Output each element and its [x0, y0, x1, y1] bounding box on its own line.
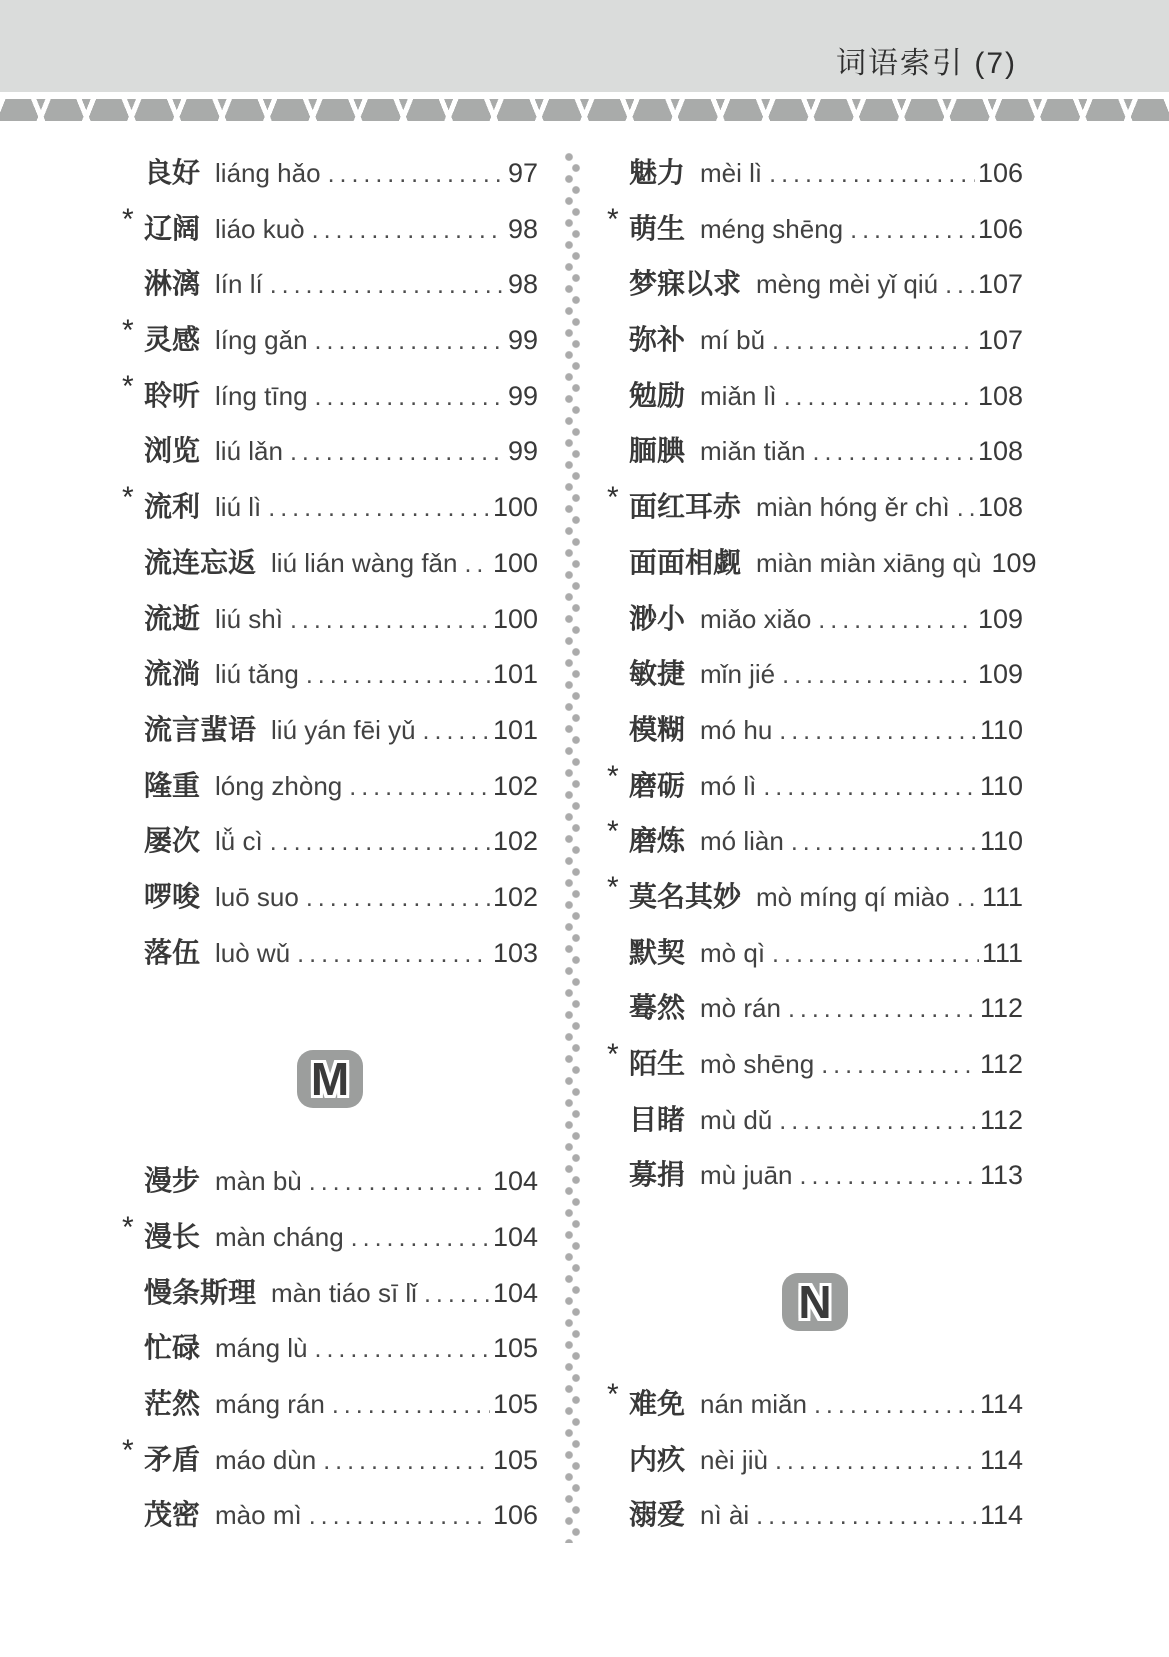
- dot-leader: [818, 593, 975, 649]
- entry-pinyin: nèi jiù: [700, 1444, 768, 1475]
- entry-pinyin: líng gǎn: [215, 325, 308, 356]
- entry-word: 灵感: [144, 324, 201, 356]
- star-marker: *: [122, 369, 134, 403]
- entry-word: 渺小: [629, 602, 686, 634]
- star-marker: *: [122, 1433, 134, 1467]
- index-entry: [122, 1432, 538, 1488]
- dot-leader: [423, 704, 490, 760]
- entry-page: 99: [507, 325, 538, 356]
- entry-page: 114: [979, 1389, 1023, 1420]
- entry-word: 聆听: [144, 379, 201, 411]
- dot-leader: [315, 314, 505, 370]
- entry-page: 105: [492, 1444, 538, 1475]
- star-marker: *: [607, 1378, 619, 1412]
- dot-leader: [769, 147, 975, 203]
- entry-word: 模糊: [629, 713, 686, 745]
- entry-pinyin: mèng mèi yǐ qiú: [756, 269, 939, 300]
- section-letter-row: [122, 1050, 538, 1108]
- entry-pinyin: mèi lì: [700, 158, 763, 188]
- dot-leader: [779, 704, 977, 760]
- entry-page: 100: [492, 492, 538, 523]
- entry-word: 难免: [629, 1388, 686, 1420]
- entry-page: 99: [507, 436, 538, 467]
- index-entry: [607, 1376, 1023, 1432]
- entry-word: 矛盾: [144, 1443, 201, 1475]
- dot-leader: [323, 1434, 490, 1490]
- index-entry: [607, 813, 1023, 869]
- entry-word: 面面相觑: [629, 546, 742, 578]
- dot-leader: [306, 871, 490, 927]
- entry-page: 100: [492, 547, 538, 578]
- dot-leader: [800, 1149, 977, 1205]
- dot-leader: [270, 258, 505, 314]
- index-entry: [122, 368, 538, 424]
- entry-pinyin: mó hu: [700, 714, 773, 745]
- dot-leader: [821, 1038, 977, 1094]
- right-column: [607, 145, 1037, 1543]
- entry-page: 108: [977, 436, 1023, 467]
- index-entry: [122, 1153, 538, 1209]
- dot-leader: [775, 1434, 977, 1490]
- entry-page: 106: [977, 213, 1023, 244]
- entry-page: 110: [979, 770, 1023, 801]
- entry-word: 面红耳赤: [629, 491, 742, 523]
- dot-leader: [756, 1489, 977, 1545]
- dot-leader: [782, 648, 975, 704]
- entry-pinyin: miàn hóng ěr chì: [756, 492, 950, 523]
- entry-pinyin: liú lì: [215, 492, 262, 523]
- index-entry: [607, 869, 1023, 925]
- entry-pinyin: máo dùn: [215, 1444, 317, 1475]
- dot-leader: [306, 648, 490, 704]
- index-entry: [122, 591, 538, 647]
- entry-page: 110: [979, 826, 1023, 857]
- dot-leader: [268, 481, 490, 537]
- entry-pinyin: mó lì: [700, 770, 757, 801]
- index-entry: [607, 423, 1023, 479]
- entry-word: 目睹: [629, 1103, 686, 1135]
- entry-word: 弥补: [629, 324, 686, 356]
- entry-word: 磨砺: [629, 769, 686, 801]
- entry-pinyin: liáng hǎo: [215, 158, 321, 188]
- index-entry: [607, 1432, 1023, 1488]
- star-marker: *: [607, 815, 619, 849]
- entry-word: 募捐: [629, 1159, 686, 1191]
- star-marker: *: [122, 481, 134, 515]
- index-entry: [122, 702, 538, 758]
- entry-word: 淋漓: [144, 268, 201, 300]
- column-divider: [564, 151, 581, 1543]
- entry-page: 108: [977, 492, 1023, 523]
- entry-word: 磨炼: [629, 825, 686, 857]
- entry-word: 流逝: [144, 602, 201, 634]
- entry-page: 105: [492, 1389, 538, 1420]
- entry-pinyin: lín lí: [215, 269, 263, 300]
- entry-page: 113: [979, 1160, 1023, 1191]
- entry-page: 106: [492, 1500, 538, 1531]
- section-letter-badge: N: [782, 1273, 848, 1331]
- index-entry: [122, 1487, 538, 1543]
- entry-pinyin: mò qì: [700, 937, 766, 968]
- index-entry: [607, 980, 1023, 1036]
- entry-word: 茂密: [144, 1499, 201, 1531]
- index-entry: [122, 256, 538, 312]
- dot-leader: [772, 927, 979, 983]
- index-entry: [607, 1147, 1023, 1203]
- index-entry: [122, 1265, 538, 1321]
- entry-page: 114: [979, 1444, 1023, 1475]
- entry-page: 100: [492, 603, 538, 634]
- entry-word: 隆重: [144, 769, 201, 801]
- entry-word: 漫长: [144, 1221, 201, 1252]
- dot-leader: [791, 815, 977, 871]
- entry-page: 111: [981, 881, 1023, 912]
- entry-word: 流淌: [144, 658, 201, 690]
- index-entry: [122, 1320, 538, 1376]
- entry-word: 屡次: [144, 825, 201, 857]
- star-marker: *: [122, 1211, 134, 1244]
- dot-leader: [315, 1322, 490, 1378]
- star-marker: *: [607, 870, 619, 904]
- entry-page: 98: [507, 213, 538, 244]
- entry-page: 110: [979, 714, 1023, 745]
- entry-word: 萌生: [629, 212, 686, 244]
- entry-page: 111: [981, 937, 1023, 968]
- entry-page: 109: [977, 659, 1023, 690]
- index-entry: [607, 1036, 1023, 1092]
- entry-page: 107: [977, 325, 1023, 356]
- index-entry: [607, 1487, 1023, 1543]
- entry-pinyin: máng lù: [215, 1333, 308, 1364]
- entry-page: 97: [507, 158, 538, 188]
- entry-pinyin: mó liàn: [700, 826, 784, 857]
- entry-page: 112: [979, 993, 1023, 1024]
- entry-pinyin: miǎn tiǎn: [700, 436, 806, 467]
- entry-word: 莫名其妙: [629, 880, 742, 912]
- entry-pinyin: nán miǎn: [700, 1389, 807, 1420]
- entry-pinyin: lóng zhòng: [215, 770, 343, 801]
- dot-leader: [312, 203, 505, 259]
- star-marker: *: [607, 202, 619, 236]
- entry-word: 敏捷: [629, 658, 686, 690]
- entry-pinyin: miǎo xiǎo: [700, 603, 812, 634]
- dot-leader: [270, 815, 490, 871]
- entry-page: 108: [977, 380, 1023, 411]
- dot-leader: [784, 370, 975, 426]
- entry-page: 103: [492, 937, 538, 968]
- page-title: 词语索引 (7): [836, 47, 1017, 80]
- index-entry: [122, 201, 538, 257]
- entry-pinyin: màn tiáo sī lǐ: [271, 1277, 417, 1308]
- entry-word: 默契: [629, 936, 686, 968]
- entry-word: 慢条斯理: [144, 1276, 257, 1308]
- index-entry: [607, 479, 1023, 535]
- dot-leader: [290, 425, 505, 481]
- entry-page: 112: [979, 1104, 1023, 1135]
- page-header: [0, 0, 1169, 92]
- dot-leader: [464, 537, 489, 593]
- entry-pinyin: miàn miàn xiāng qù: [756, 547, 982, 578]
- entry-pinyin: màn cháng: [215, 1222, 344, 1252]
- entry-page: 112: [979, 1049, 1023, 1079]
- entry-pinyin: méng shēng: [700, 213, 844, 244]
- index-entry: [122, 479, 538, 535]
- index-entry: [122, 535, 538, 591]
- entry-pinyin: mò shēng: [700, 1049, 815, 1079]
- dot-leader: [788, 982, 977, 1038]
- dot-leader: [850, 203, 975, 259]
- dot-leader: [351, 1211, 490, 1267]
- entry-page: 102: [492, 826, 538, 857]
- entry-page: 104: [492, 1222, 538, 1252]
- entry-page: 101: [492, 714, 538, 745]
- dot-leader: [349, 760, 490, 816]
- entry-page: 106: [977, 158, 1023, 188]
- index-entry: [122, 813, 538, 869]
- dot-leader: [290, 593, 490, 649]
- entry-page: 99: [507, 380, 538, 411]
- entry-pinyin: liú tǎng: [215, 659, 299, 690]
- entry-word: 落伍: [144, 936, 201, 968]
- entry-page: 98: [507, 269, 538, 300]
- entry-pinyin: líng tīng: [215, 380, 308, 411]
- entry-page: 101: [492, 659, 538, 690]
- entry-pinyin: liú yán fēi yǔ: [271, 714, 416, 745]
- entry-pinyin: máng rán: [215, 1389, 325, 1420]
- entry-page: 104: [492, 1166, 538, 1197]
- index-entry: [122, 312, 538, 368]
- entry-word: 流利: [144, 491, 201, 523]
- entry-page: 114: [979, 1500, 1023, 1531]
- section-letter-row: [607, 1273, 1023, 1331]
- entry-word: 蓦然: [629, 992, 686, 1024]
- dot-leader: [297, 927, 490, 983]
- entry-word: 溺爱: [629, 1499, 686, 1531]
- entry-page: 104: [492, 1277, 538, 1308]
- entry-pinyin: mí bǔ: [700, 325, 766, 356]
- index-entry: [607, 591, 1023, 647]
- entry-page: 109: [977, 603, 1023, 634]
- entry-word: 辽阔: [144, 212, 201, 244]
- index-entry: [607, 312, 1023, 368]
- dot-leader: [813, 425, 975, 481]
- entry-page: 102: [492, 881, 538, 912]
- index-entry: [607, 201, 1023, 257]
- dot-leader: [779, 1094, 977, 1150]
- index-entry: [122, 145, 538, 201]
- dot-leader: [332, 1378, 490, 1434]
- section-letter-badge: M: [297, 1050, 363, 1108]
- entry-pinyin: miǎn lì: [700, 380, 777, 411]
- entry-word: 陌生: [629, 1048, 686, 1079]
- index-entry: [122, 869, 538, 925]
- entry-pinyin: nì ài: [700, 1500, 750, 1531]
- index-entry: [607, 758, 1023, 814]
- index-entry: [122, 925, 538, 981]
- index-entry: [607, 368, 1023, 424]
- dot-leader: [424, 1267, 490, 1323]
- entry-word: 漫步: [144, 1165, 201, 1197]
- dot-leader: [957, 481, 975, 537]
- dot-leader: [309, 1489, 490, 1545]
- entry-page: 109: [991, 547, 1037, 578]
- dot-leader: [328, 147, 505, 203]
- star-marker: *: [607, 759, 619, 793]
- star-marker: *: [122, 314, 134, 348]
- entry-word: 流言蜚语: [144, 713, 257, 745]
- entry-page: 102: [492, 770, 538, 801]
- dot-leader: [814, 1378, 977, 1434]
- entry-pinyin: mào mì: [215, 1500, 302, 1531]
- entry-word: 梦寐以求: [629, 268, 742, 300]
- index-entry: [122, 1376, 538, 1432]
- entry-word: 内疚: [629, 1443, 686, 1475]
- dot-leader: [772, 314, 975, 370]
- lattice-border: [0, 99, 1169, 121]
- star-marker: *: [122, 202, 134, 236]
- index-entry: [122, 758, 538, 814]
- dot-leader: [763, 760, 977, 816]
- entry-pinyin: lǚ cì: [215, 826, 263, 857]
- entry-word: 忙碌: [144, 1332, 201, 1364]
- entry-page: 107: [977, 269, 1023, 300]
- index-content: [0, 121, 1169, 1543]
- entry-pinyin: màn bù: [215, 1166, 302, 1197]
- entry-pinyin: luō suo: [215, 881, 299, 912]
- entry-pinyin: liú shì: [215, 603, 283, 634]
- entry-pinyin: luò wǔ: [215, 937, 291, 968]
- entry-pinyin: mù dǔ: [700, 1104, 773, 1135]
- entry-pinyin: mò rán: [700, 993, 781, 1024]
- entry-pinyin: liáo kuò: [215, 213, 305, 244]
- index-entry: [607, 1092, 1023, 1148]
- index-entry: [607, 145, 1023, 201]
- entry-word: 流连忘返: [144, 546, 257, 578]
- entry-page: 105: [492, 1333, 538, 1364]
- index-entry: [607, 646, 1023, 702]
- entry-word: 啰唆: [144, 880, 201, 912]
- dot-leader: [945, 258, 975, 314]
- index-entry: [122, 1209, 538, 1265]
- entry-pinyin: mù juān: [700, 1160, 793, 1191]
- index-entry: [607, 256, 1023, 312]
- index-entry: [607, 702, 1023, 758]
- dot-leader: [315, 370, 505, 426]
- entry-word: 浏览: [144, 435, 201, 467]
- index-entry: [607, 535, 1037, 591]
- index-entry: [607, 925, 1023, 981]
- left-column: [122, 145, 538, 1543]
- entry-word: 茫然: [144, 1388, 201, 1420]
- index-entry: [122, 423, 538, 479]
- star-marker: *: [607, 481, 619, 515]
- entry-pinyin: liú lǎn: [215, 436, 283, 467]
- index-entry: [122, 646, 538, 702]
- entry-word: 魅力: [629, 157, 686, 188]
- star-marker: *: [607, 1038, 619, 1071]
- entry-word: 腼腆: [629, 435, 686, 467]
- entry-pinyin: mò míng qí miào: [756, 881, 950, 912]
- entry-word: 良好: [144, 157, 201, 188]
- entry-pinyin: liú lián wàng fǎn: [271, 547, 458, 578]
- dot-leader: [309, 1155, 490, 1211]
- dot-leader: [957, 871, 979, 927]
- entry-pinyin: mǐn jié: [700, 659, 776, 690]
- entry-word: 勉励: [629, 379, 686, 411]
